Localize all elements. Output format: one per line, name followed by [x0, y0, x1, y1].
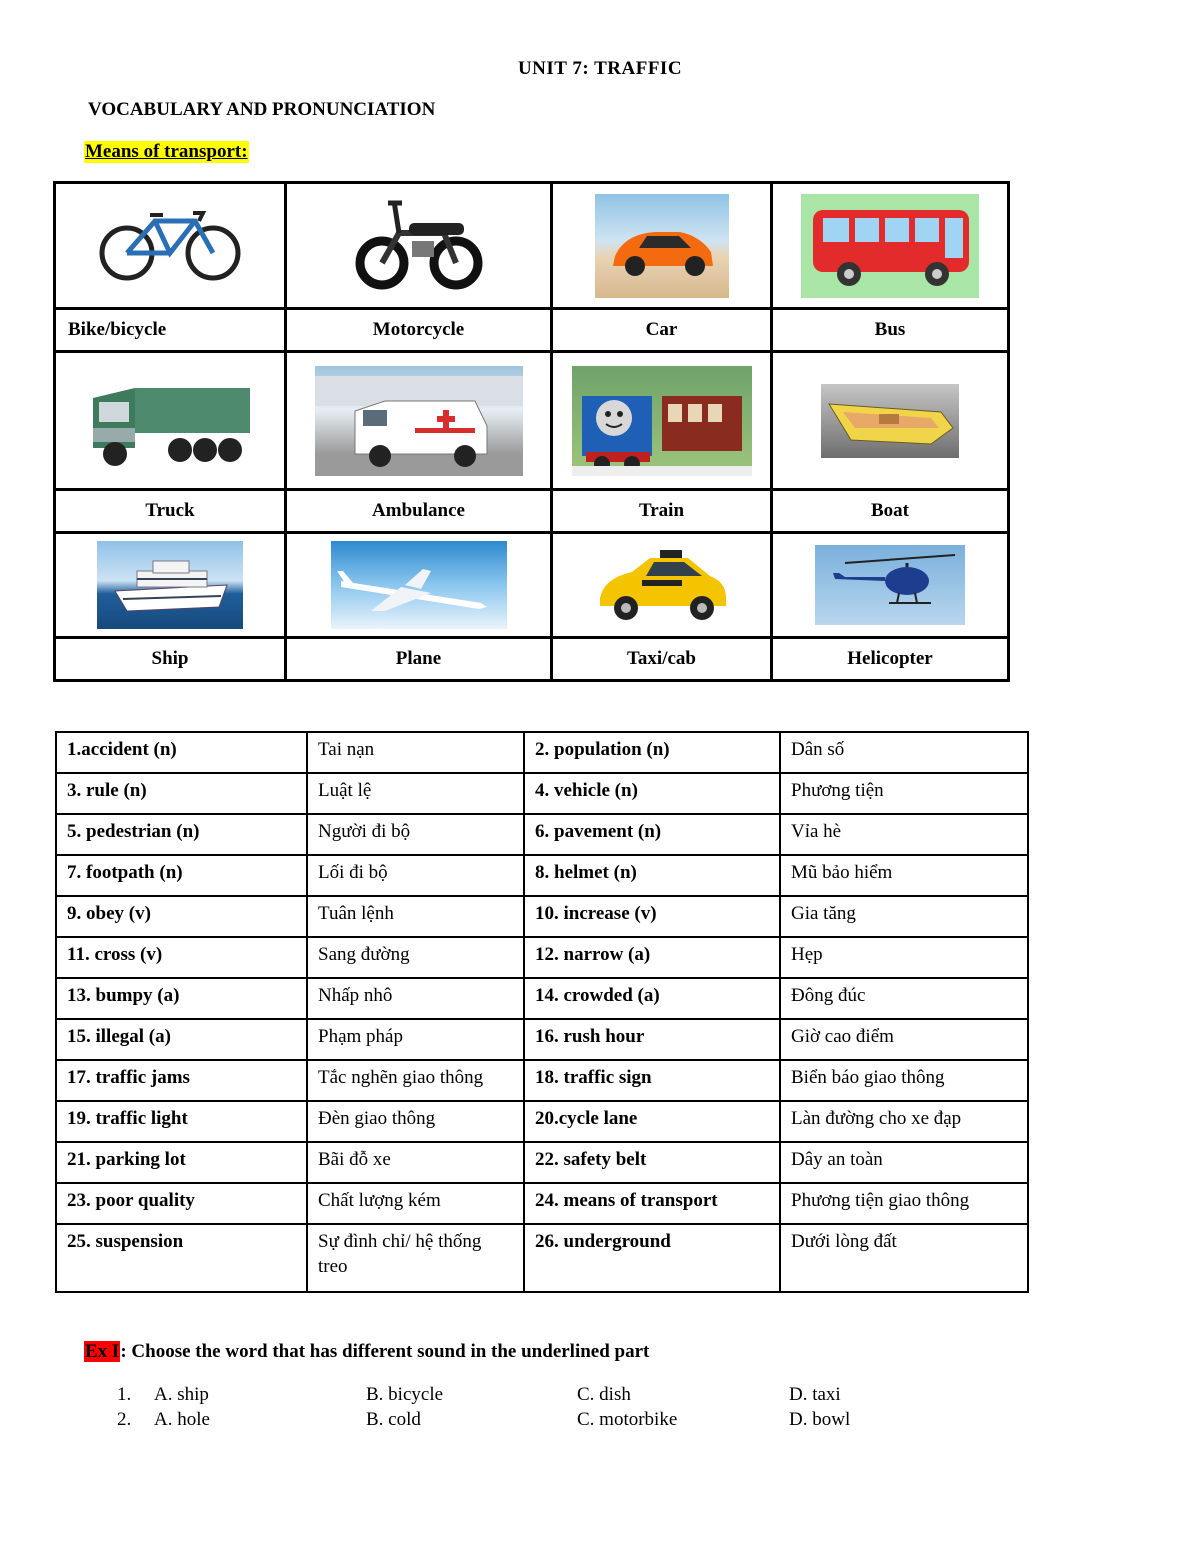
train-picture-cell [552, 352, 772, 490]
vocab-term: 17. traffic jams [56, 1060, 307, 1101]
exercise-heading [84, 1341, 649, 1363]
ship-picture-cell [55, 533, 286, 638]
bus-picture-cell [772, 183, 1009, 309]
vocab-term: 3. rule (n) [56, 773, 307, 814]
transport-label: Boat [772, 490, 1009, 533]
vocab-row [56, 1101, 1028, 1142]
vocab-meaning: Dân số [780, 732, 1028, 773]
transport-grid [53, 181, 1010, 682]
taxi-icon [592, 540, 732, 626]
vocab-meaning: Nhấp nhô [307, 978, 524, 1019]
taxi-picture-cell [552, 533, 772, 638]
vocab-term: 12. narrow (a) [524, 937, 780, 978]
vocab-meaning: Phương tiện [780, 773, 1028, 814]
option-d: D. bowl [789, 1409, 851, 1430]
vocab-term: 1.accident (n) [56, 732, 307, 773]
vocab-term: 10. increase (v) [524, 896, 780, 937]
vocab-meaning: Phạm pháp [307, 1019, 524, 1060]
transport-label: Plane [286, 638, 552, 681]
vocab-term: 23. poor quality [56, 1183, 307, 1224]
vocab-meaning: Bãi đỗ xe [307, 1142, 524, 1183]
vocab-term: 26. underground [524, 1224, 780, 1292]
means-heading: Means of transport: [85, 141, 248, 162]
vocab-meaning: Đèn giao thông [307, 1101, 524, 1142]
vocab-row [56, 1183, 1028, 1224]
question-number: 1. [117, 1384, 132, 1405]
vocab-meaning: Tắc nghẽn giao thông [307, 1060, 524, 1101]
vocab-term: 13. bumpy (a) [56, 978, 307, 1019]
vocab-term: 14. crowded (a) [524, 978, 780, 1019]
transport-label: Train [552, 490, 772, 533]
vocab-meaning: Chất lượng kém [307, 1183, 524, 1224]
vocab-meaning: Luật lệ [307, 773, 524, 814]
ship-icon [97, 541, 243, 629]
vocab-term: 24. means of transport [524, 1183, 780, 1224]
bicycle-picture-cell [55, 183, 286, 309]
option-c: C. dish [577, 1384, 631, 1405]
plane-picture-cell [286, 533, 552, 638]
motorcycle-picture-cell [286, 183, 552, 309]
boat-icon [821, 384, 959, 458]
car-picture-cell [552, 183, 772, 309]
option-a: A. hole [154, 1409, 210, 1430]
vocab-row [56, 773, 1028, 814]
vocab-term: 4. vehicle (n) [524, 773, 780, 814]
vocab-meaning: Dưới lòng đất [780, 1224, 1028, 1292]
vocab-term: 20.cycle lane [524, 1101, 780, 1142]
vocab-term: 15. illegal (a) [56, 1019, 307, 1060]
vocab-term: 21. parking lot [56, 1142, 307, 1183]
vocab-row [56, 978, 1028, 1019]
vocab-meaning: Người đi bộ [307, 814, 524, 855]
vocab-row [56, 1019, 1028, 1060]
truck-picture-cell [55, 352, 286, 490]
vocab-row [56, 1142, 1028, 1183]
exercise-tag: Ex I [85, 1341, 120, 1362]
vocab-meaning: Lối đi bộ [307, 855, 524, 896]
transport-label: Ambulance [286, 490, 552, 533]
vocab-term: 6. pavement (n) [524, 814, 780, 855]
transport-label: Truck [55, 490, 286, 533]
train-icon [572, 366, 752, 476]
vocab-row [56, 814, 1028, 855]
plane-icon [331, 541, 507, 629]
vocab-term: 22. safety belt [524, 1142, 780, 1183]
bicycle-icon [95, 203, 245, 283]
vocab-row [56, 1224, 1028, 1292]
vocab-meaning: Làn đường cho xe đạp [780, 1101, 1028, 1142]
option-b: B. bicycle [366, 1384, 444, 1405]
vocab-row [56, 855, 1028, 896]
option-c: C. motorbike [577, 1409, 678, 1430]
vocab-term: 18. traffic sign [524, 1060, 780, 1101]
transport-label: Helicopter [772, 638, 1009, 681]
exercise-instruction: : Choose the word that has different sound in the underlined part [120, 1341, 650, 1362]
question-number: 2. [117, 1409, 132, 1430]
motorcycle-icon [354, 193, 484, 293]
ambulance-picture-cell [286, 352, 552, 490]
vocabulary-table [55, 731, 1029, 1293]
ambulance-icon [315, 366, 523, 476]
vocab-term: 19. traffic light [56, 1101, 307, 1142]
vocab-term: 11. cross (v) [56, 937, 307, 978]
vocab-meaning: Sự đình chỉ/ hệ thống treo [307, 1224, 524, 1292]
vocab-meaning: Đông đúc [780, 978, 1028, 1019]
vocab-row [56, 937, 1028, 978]
vocab-meaning: Giờ cao điểm [780, 1019, 1028, 1060]
vocab-term: 2. population (n) [524, 732, 780, 773]
option-d: D. taxi [789, 1384, 841, 1405]
option-b: B. cold [366, 1409, 421, 1430]
vocab-meaning: Mũ bảo hiểm [780, 855, 1028, 896]
vocab-meaning: Gia tăng [780, 896, 1028, 937]
helicopter-picture-cell [772, 533, 1009, 638]
bus-icon [801, 194, 979, 298]
vocab-meaning: Sang đường [307, 937, 524, 978]
option-a: A. ship [154, 1384, 209, 1405]
vocab-meaning: Tai nạn [307, 732, 524, 773]
page-title: UNIT 7: TRAFFIC [517, 58, 683, 79]
vocab-meaning: Biển báo giao thông [780, 1060, 1028, 1101]
vocab-meaning: Dây an toàn [780, 1142, 1028, 1183]
truck-icon [85, 358, 255, 478]
vocab-term: 8. helmet (n) [524, 855, 780, 896]
helicopter-icon [815, 545, 965, 625]
transport-label: Bus [772, 309, 1009, 352]
transport-label: Motorcycle [286, 309, 552, 352]
vocab-row [56, 732, 1028, 773]
transport-label: Ship [55, 638, 286, 681]
boat-picture-cell [772, 352, 1009, 490]
vocab-term: 5. pedestrian (n) [56, 814, 307, 855]
vocab-term: 7. footpath (n) [56, 855, 307, 896]
vocab-term: 25. suspension [56, 1224, 307, 1292]
transport-label: Bike/bicycle [55, 309, 286, 352]
section-heading: VOCABULARY AND PRONUNCIATION [88, 99, 436, 120]
vocab-term: 9. obey (v) [56, 896, 307, 937]
vocab-row [56, 896, 1028, 937]
vocab-meaning: Hẹp [780, 937, 1028, 978]
transport-label: Taxi/cab [552, 638, 772, 681]
transport-label: Car [552, 309, 772, 352]
car-icon [595, 194, 729, 298]
vocab-meaning: Vỉa hè [780, 814, 1028, 855]
vocab-meaning: Phương tiện giao thông [780, 1183, 1028, 1224]
vocab-term: 16. rush hour [524, 1019, 780, 1060]
vocab-row [56, 1060, 1028, 1101]
vocab-meaning: Tuân lệnh [307, 896, 524, 937]
